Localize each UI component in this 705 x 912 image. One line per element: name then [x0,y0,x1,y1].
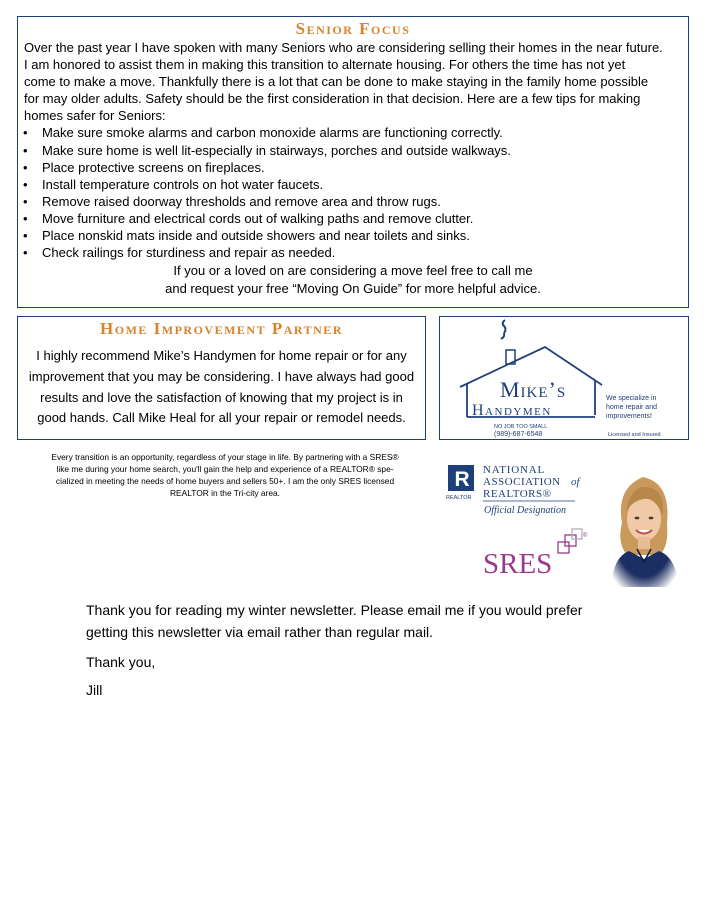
agent-portrait [607,463,681,587]
nar-designation: Official Designation [484,505,566,516]
bullet-icon: • [23,245,28,261]
sres-logo-mark: ® [583,533,588,539]
logo-licensed: Licensed and Insured [608,432,661,438]
tip-text: Check railings for sturdiness and repair as needed. [42,245,336,261]
closing-line: If you or a loved on are considering a move feel free to call me [173,263,533,279]
tip-text: Place nonskid mats inside and outside showers and near toilets and sinks. [42,228,470,244]
tip-text: Make sure smoke alarms and carbon monoxide alarms are functioning correctly. [42,125,503,141]
sres-line: Every transition is an opportunity, regardless of your stage in life. By partnering with a SRES® [51,452,399,462]
list-item [22,124,688,141]
logo-specialize-line: improvements! [606,413,652,420]
list-item [22,142,688,159]
nar-line-2: ASSOCIATION [483,476,561,488]
realtor-association-logo [445,462,595,520]
intro-line: I am honored to assist them in making this transition to alternate housing. For others the time has not yet [24,57,626,73]
bullet-icon: • [23,125,28,141]
realtor-mark: R [454,468,470,491]
list-item [22,244,688,261]
house-logo-icon [440,317,688,439]
sres-square-icon [565,535,576,546]
logo-name-line-1: Mike’s [500,377,567,402]
bullet-icon: • [23,159,28,175]
partner-line: results and love the satisfaction of knowing that my project is in [40,389,403,405]
safety-tips-list [18,124,688,261]
tip-text: Place protective screens on fireplaces. [42,159,265,175]
list-item [22,176,688,193]
nar-line-1: NATIONAL [483,464,546,476]
senior-focus-intro [24,39,688,124]
mikes-handymen-logo [439,316,689,440]
partner-recommendation [22,346,421,429]
partner-line: good hands. Call Mike Heal for all your repair or remodel needs. [37,410,406,426]
bullet-icon: • [23,176,28,192]
sres-logo [482,528,592,576]
bullet-icon: • [23,193,28,209]
bullet-icon: • [23,228,28,244]
sres-description [15,451,435,499]
signoff: Thank you, [86,654,156,670]
intro-line: homes safer for Seniors: [24,108,166,124]
realtor-mark-caption: REALTOR [446,495,472,501]
sres-square-icon [572,529,582,539]
partner-line: I highly recommend Mike’s Handymen for home repair or for any [36,348,407,363]
closing-line: and request your free “Moving On Guide” for more helpful advice. [165,281,541,297]
logo-specialize-line: home repair and [606,404,657,411]
signature-name: Jill [86,682,103,698]
nar-line-3: REALTORS® [483,488,552,500]
sres-line: like me during your home search, you'll gain the help and experience of a REALTOR® spe- [56,464,394,474]
sres-line: cialized in meeting the needs of home buyers and sellers 50+. I am the only SRES licensed [55,476,395,486]
nar-line-2-suffix: of [571,476,580,488]
list-item [22,193,688,210]
logo-phone: (989)-687-6548 [494,431,543,438]
sres-logo-text: SRES [483,548,553,576]
intro-line: come to make a move. Thankfully there is a lot that can be done to make staying in the family home possible [24,74,649,90]
senior-focus-closing [18,262,688,298]
sres-line: REALTOR in the Tri-city area. [170,488,280,498]
intro-line: for may older adults. Safety should be the first consideration in that decision. Here are a few tips for making [24,91,641,107]
thanks-line: getting this newsletter via email rather than regular mail. [86,624,434,640]
list-item [22,227,688,244]
tip-text: Remove raised doorway thresholds and remove area and throw rugs. [42,193,441,209]
thanks-line: Thank you for reading my winter newsletter. Please email me if you would prefer [86,602,583,618]
list-item [22,210,688,227]
intro-line: Over the past year I have spoken with many Seniors who are considering selling their homes in the near future. [24,40,663,55]
sres-square-icon [558,542,569,553]
tip-text: Make sure home is well lit-especially in stairways, porches and outside walkways. [42,142,511,158]
list-item [22,159,688,176]
logo-specialize-line: We specialize in [606,395,657,402]
home-improvement-heading: Home Improvement Partner [100,319,343,338]
tip-text: Move furniture and electrical cords out of walking paths and remove clutter. [42,210,474,226]
tip-text: Install temperature controls on hot water faucets. [42,176,324,192]
partner-line: improvement that you may be considering. I have always had good [28,368,415,384]
bullet-icon: • [23,210,28,226]
bullet-icon: • [23,142,28,158]
senior-focus-section [17,16,689,308]
logo-name-line-2: Handymen [472,402,552,419]
thank-you-note [86,599,646,701]
home-improvement-section [17,316,426,440]
logo-tagline: NO JOB TOO SMALL [494,424,548,430]
senior-focus-heading: Senior Focus [295,19,411,38]
